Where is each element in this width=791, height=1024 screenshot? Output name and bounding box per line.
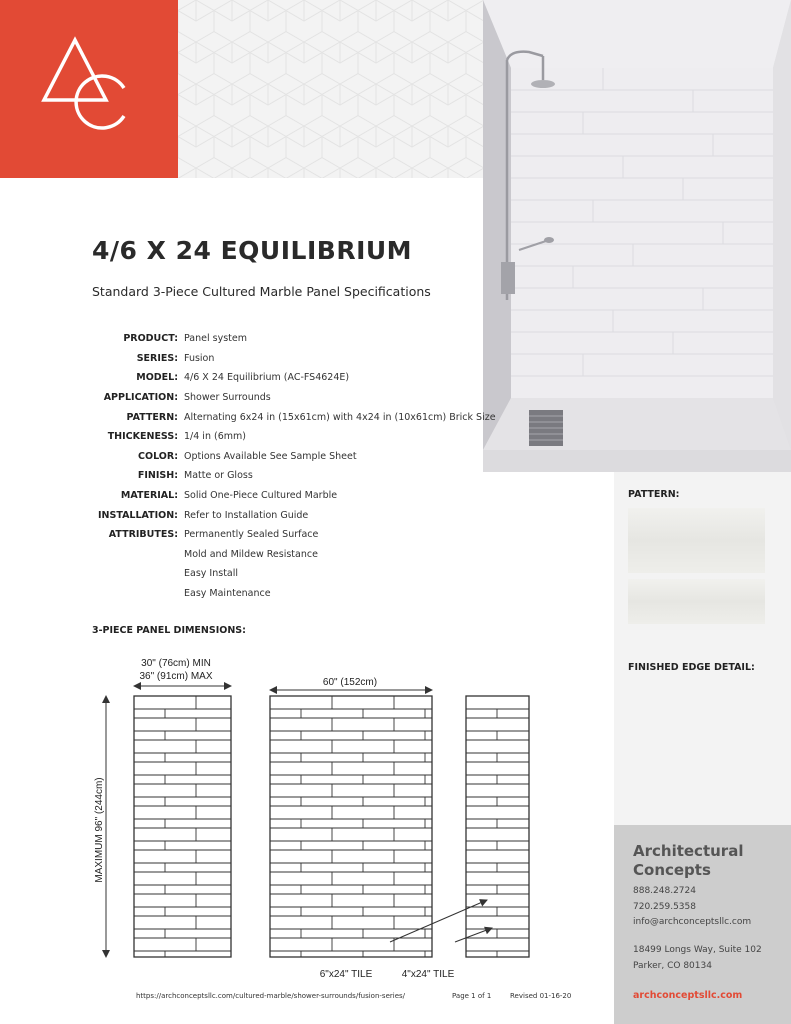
spec-label: COLOR:	[138, 450, 178, 462]
dimensions-heading: 3-PIECE PANEL DIMENSIONS:	[92, 625, 246, 636]
side-width-max-label: 36" (91cm) MAX	[139, 671, 213, 682]
spec-value: Solid One-Piece Cultured Marble	[184, 490, 338, 502]
spec-label: PRODUCT:	[123, 333, 178, 345]
tile-small-label: 4"x24" TILE	[401, 969, 455, 980]
height-label: MAXIMUM 96" (244cm)	[94, 777, 105, 883]
spec-value: Options Available See Sample Sheet	[184, 450, 357, 462]
website-link[interactable]: archconceptsllc.com	[633, 990, 743, 1001]
spec-value: Alternating 6x24 in (15x61cm) with 4x24 in (10x61cm) Brick Size	[184, 411, 496, 423]
spec-list	[80, 329, 500, 603]
spec-row	[80, 505, 500, 525]
spec-row	[80, 368, 500, 388]
panel-outline	[270, 696, 432, 957]
spec-value: Refer to Installation Guide	[184, 509, 309, 521]
address-line-1: 18499 Longs Way, Suite 102	[633, 945, 762, 955]
contact-email[interactable]: info@archconceptsllc.com	[633, 917, 752, 927]
spec-row	[80, 584, 500, 604]
spec-row	[80, 466, 500, 486]
panel-outline	[466, 696, 529, 957]
spec-row	[80, 447, 500, 467]
panel-outline	[134, 696, 231, 957]
header-pattern	[178, 0, 483, 178]
spec-row	[80, 525, 500, 545]
tile-large-label: 6"x24" TILE	[319, 969, 373, 980]
left-side-panel	[134, 696, 231, 957]
finished-edge-label: FINISHED EDGE DETAIL:	[628, 662, 755, 673]
spec-label: SERIES:	[136, 352, 178, 364]
spec-row	[80, 545, 500, 565]
company-name: Architectural Concepts	[633, 842, 744, 879]
footer-page: Page 1 of 1	[452, 992, 492, 1000]
shower-photo	[483, 0, 791, 472]
phone-secondary: 720.259.5358	[633, 902, 696, 912]
spec-label: THICKENESS:	[107, 431, 178, 443]
spec-value: Panel system	[184, 333, 247, 345]
spec-label: MODEL:	[136, 372, 178, 384]
spec-label: ATTRIBUTES:	[108, 529, 178, 541]
footer-url[interactable]: https://archconceptsllc.com/cultured-marble/shower-surrounds/fusion-series/	[136, 992, 406, 1000]
spec-label: MATERIAL:	[120, 490, 178, 502]
spec-label: PATTERN:	[126, 411, 178, 423]
spec-row	[80, 564, 500, 584]
back-panel	[270, 696, 432, 957]
spec-label: FINISH:	[137, 470, 178, 482]
address-line-2: Parker, CO 80134	[633, 961, 712, 971]
spec-value: Permanently Sealed Surface	[184, 529, 319, 541]
spec-value: Shower Surrounds	[184, 392, 271, 404]
spec-row	[80, 407, 500, 427]
page-title: 4/6 X 24 EQUILIBRIUM	[92, 236, 413, 265]
spec-row	[80, 349, 500, 369]
spec-label: INSTALLATION:	[98, 509, 178, 521]
back-width-label: 60" (152cm)	[322, 677, 378, 688]
spec-value: Fusion	[184, 352, 215, 364]
spec-value: Matte or Gloss	[184, 470, 253, 482]
logo-block	[0, 0, 178, 178]
spec-row	[80, 427, 500, 447]
spec-row	[80, 388, 500, 408]
footer-revised: Revised 01-16-20	[510, 992, 572, 1000]
pattern-swatch-top	[628, 508, 765, 573]
spec-value: 1/4 in (6mm)	[184, 431, 246, 443]
pattern-label: PATTERN:	[628, 489, 680, 500]
page-subtitle: Standard 3-Piece Cultured Marble Panel Specifications	[92, 284, 431, 299]
spec-value: 4/6 X 24 Equilibrium (AC-FS4624E)	[184, 372, 350, 384]
spec-value: Easy Maintenance	[184, 588, 271, 600]
spec-row	[80, 329, 500, 349]
panel-dimension-diagram	[0, 650, 614, 980]
phone-primary: 888.248.2724	[633, 886, 696, 896]
spec-row	[80, 486, 500, 506]
side-width-min-label: 30" (76cm) MIN	[141, 658, 211, 669]
spec-value: Easy Install	[184, 568, 239, 580]
spec-label: APPLICATION:	[103, 392, 178, 404]
right-side-panel	[466, 696, 529, 957]
spec-value: Mold and Mildew Resistance	[184, 548, 318, 560]
pattern-swatch-bottom	[628, 579, 765, 624]
ac-logo	[0, 0, 178, 178]
